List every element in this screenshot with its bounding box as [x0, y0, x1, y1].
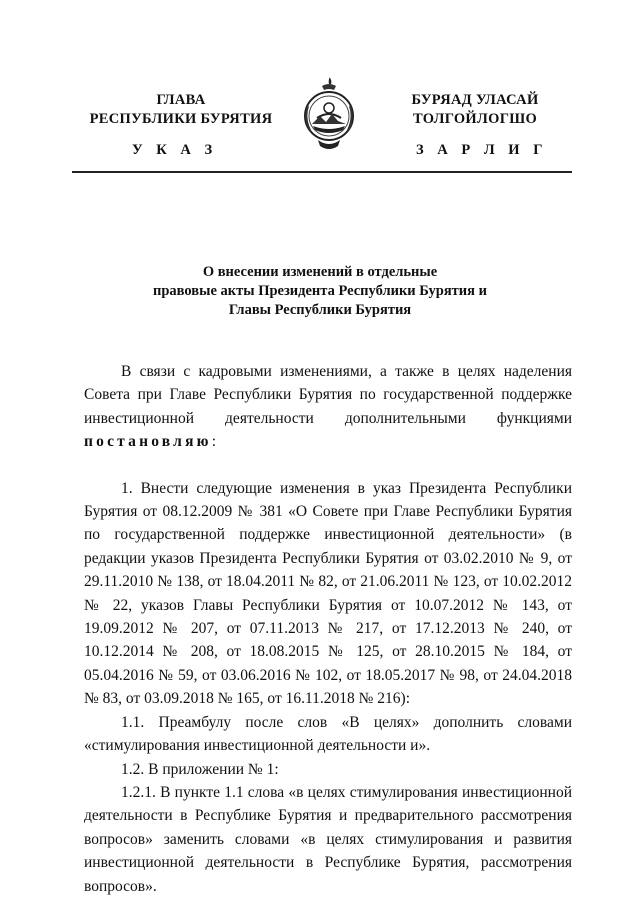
coat-of-arms-buryatia-icon	[298, 76, 360, 154]
header-right-line1: БУРЯАД УЛАСАЙ	[411, 92, 539, 108]
header-left-block	[76, 91, 286, 129]
item-1-1: 1.1. Преамбулу после слов «В целях» дополнить словами «стимулирования инвестиционной деятельности и».	[84, 713, 572, 755]
header-right-line2: ТОЛГОЙЛОГШО	[412, 111, 538, 127]
document-body	[84, 360, 572, 898]
header-left-line2: РЕСПУБЛИКИ БУРЯТИЯ	[89, 111, 273, 127]
intro-text: В связи с кадровыми изменениями, а также в целях наделения Совета при Главе Республики Бурятия по государственной поддержке инвестиционной деятельности дополнительными функциями	[84, 363, 572, 427]
doc-type-left: У К А З	[132, 142, 218, 158]
intro-paragraph	[84, 360, 572, 454]
item-1-2: 1.2. В приложении № 1:	[121, 760, 279, 778]
title-line1: О внесении изменений в отдельные	[202, 264, 438, 280]
header-right-block	[385, 91, 565, 129]
doc-type-right: З А Р Л И Г	[416, 142, 548, 158]
decree-colon: :	[211, 433, 217, 451]
decree-word: постановляю	[84, 433, 212, 451]
document-title	[100, 263, 540, 320]
title-line2: правовые акты Президента Республики Бурятия и	[153, 283, 487, 299]
item-1-2-1: 1.2.1. В пункте 1.1 слова «в целях стимулирования инвестиционной деятельности в Республике Бурятия и предварительного рассмотрения вопросов» заменить словами «в целях стимулирования и развития инвестиционной деятельности в Республике Бурятия, рассмотрения вопросов».	[84, 783, 572, 895]
title-line3: Главы Республики Бурятия	[228, 302, 412, 318]
header-left-line1: ГЛАВА	[156, 92, 206, 108]
header-divider	[72, 171, 572, 173]
item-1: 1. Внести следующие изменения в указ Президента Республики Бурятия от 08.12.2009 № 381 «О Совете при Главе Республики Бурятия по государственной поддержке инвестиционной деятельности» (в редакции указов Президента Республики Бурятия от 03.02.2010 № 9, от 29.11.2010 № 138, от 18.04.2011 № 82, от 21.06.2011 № 123, от 10.02.2012 № 22, указов Главы Республики Бурятия от 10.07.2012 № 143, от 19.09.2012 № 207, от 07.11.2013 № 217, от 17.12.2013 № 240, от 10.12.2014 № 208, от 18.08.2015 № 125, от 28.10.2015 № 184, от 05.04.2016 № 59, от 03.06.2016 № 102, от 18.05.2017 № 98, от 24.04.2018 № 83, от 03.09.2018 № 165, от 16.11.2018 № 216):	[84, 479, 572, 708]
